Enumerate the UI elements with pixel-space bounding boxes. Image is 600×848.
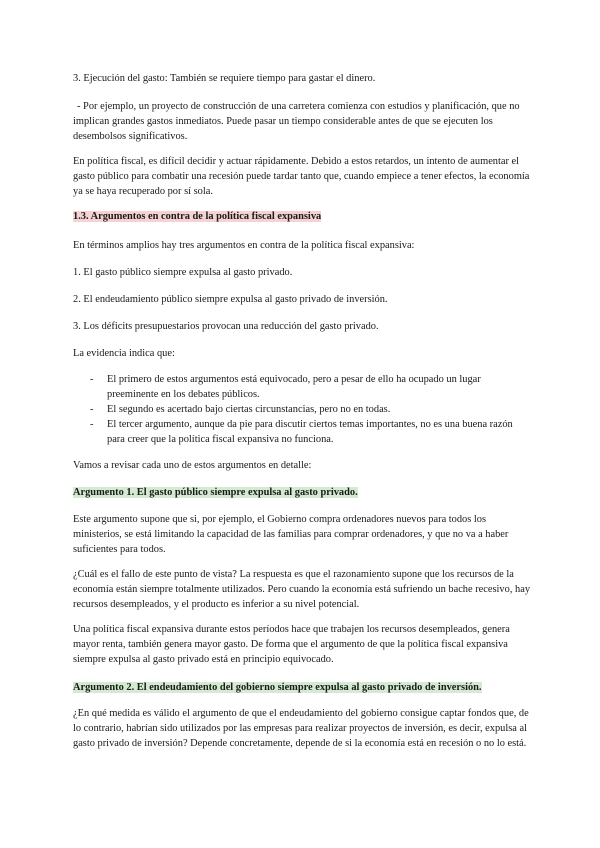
heading-argument-2 xyxy=(73,680,482,695)
paragraph-evidence: La evidencia indica que: xyxy=(73,348,175,359)
argument-item-3: 3. Los déficits presupuestarios provocan una reducción del gasto privado. xyxy=(73,321,379,332)
section-heading-1-3 xyxy=(73,209,321,224)
paragraph-spending-execution: 3. Ejecución del gasto: También se requiere tiempo para gastar el dinero. xyxy=(73,73,376,84)
heading-argument-1-text: Argumento 1. El gasto público siempre expulsa al gasto privado. xyxy=(73,487,358,498)
paragraph-fiscal-delays: En política fiscal, es difícil decidir y actuar rápidamente. Debido a estos retardos, un intento de aumentar el gasto público para combatir una recesión puede tardar tanto que, cuando empiece a tener efectos, la economía ya se haya recuperado por sí sola. xyxy=(73,156,530,197)
paragraph-argument-1-conclusion: Una política fiscal expansiva durante estos períodos hace que trabajen los recursos desempleados, genera mayor renta, también genera mayor gasto. De forma que el argumento de que la política fiscal expansiva siempre expulsa al gasto privado está en principio equivocado. xyxy=(73,624,510,665)
bullet-marker: - xyxy=(90,419,94,430)
paragraph-review: Vamos a revisar cada uno de estos argumentos en detalle: xyxy=(73,460,312,471)
bullet-marker: - xyxy=(90,374,94,385)
bullet-item-2: El segundo es acertado bajo ciertas circunstancias, pero no en todas. xyxy=(107,404,391,415)
bullet-marker: - xyxy=(90,404,94,415)
heading-argument-1 xyxy=(73,485,358,500)
paragraph-argument-1-flaw: ¿Cuál es el fallo de este punto de vista? La respuesta es que el razonamiento supone que los recursos de la economía están siempre totalmente utilizados. Pero cuando la economía está sufriendo un bache recesivo, hay recursos desempleados, y el producto es inferior a su nivel potencial. xyxy=(73,569,531,610)
section-heading-1-3-text: 1.3. Argumentos en contra de la política fiscal expansiva xyxy=(73,211,322,222)
bullet-item-3: El tercer argumento, aunque da pie para discutir ciertos temas importantes, no es una buena razón para creer que la política fiscal expansiva no funciona. xyxy=(107,419,513,445)
paragraph-argument-2-question: ¿En qué medida es válido el argumento de que el endeudamiento del gobierno consigue captar fondos que, de lo contrario, habrían sido utilizados por las empresas para realizar proyectos de inversión, es decir, expulsa al gasto privado de inversión? Depende concretamente, depende de si la economía está en recesión o no lo está. xyxy=(73,708,529,749)
paragraph-argument-1-premise: Este argumento supone que si, por ejemplo, el Gobierno compra ordenadores nuevos para todos los ministerios, se está limitando la capacidad de las familias para comprar ordenadores, y que no va a haber suficientes para todos. xyxy=(73,514,509,555)
heading-argument-2-text: Argumento 2. El endeudamiento del gobierno siempre expulsa al gasto privado de inversión. xyxy=(73,682,482,693)
paragraph-road-example: - Por ejemplo, un proyecto de construcción de una carretera comienza con estudios y planificación, que no implican grandes gastos inmediatos. Puede pasar un tiempo considerable antes de que se ejecuten los desembolsos significativos. xyxy=(73,101,520,142)
argument-item-2: 2. El endeudamiento público siempre expulsa al gasto privado de inversión. xyxy=(73,294,388,305)
argument-item-1: 1. El gasto público siempre expulsa al gasto privado. xyxy=(73,267,293,278)
paragraph-three-arguments-intro: En términos amplios hay tres argumentos en contra de la política fiscal expansiva: xyxy=(73,240,415,251)
bullet-item-1: El primero de estos argumentos está equivocado, pero a pesar de ello ha ocupado un lugar preeminente en los debates públicos. xyxy=(107,374,481,400)
